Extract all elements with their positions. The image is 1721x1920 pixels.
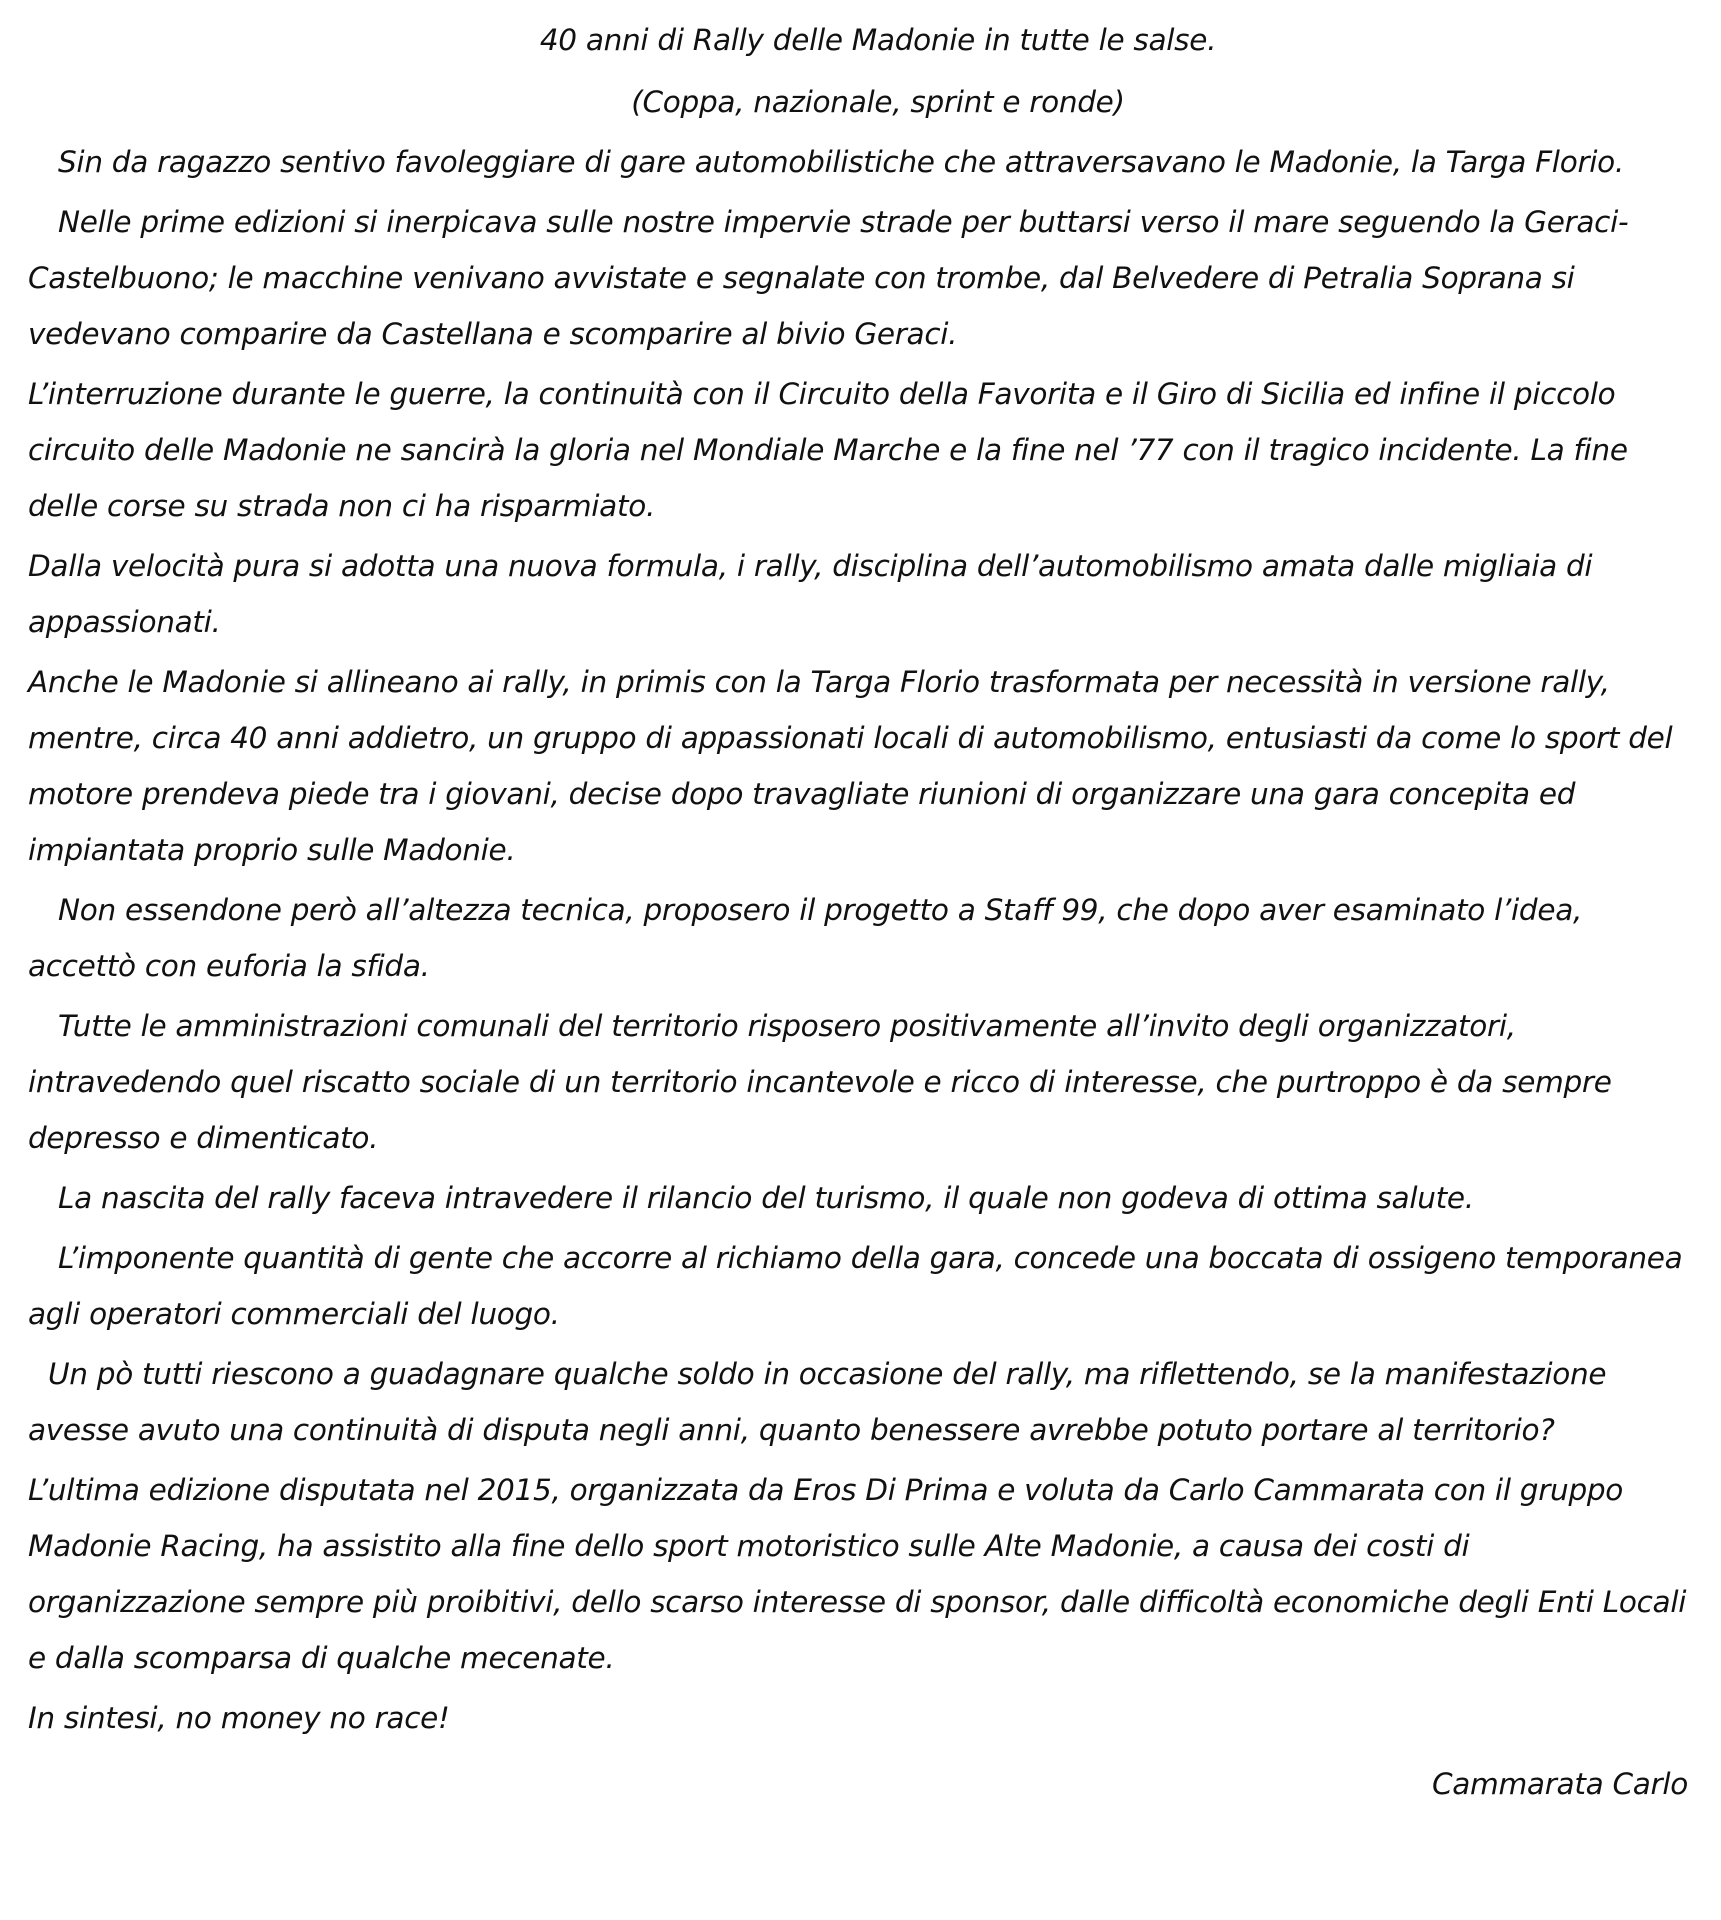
signature: Cammarata Carlo — [1431, 1767, 1688, 1801]
paragraph-11: L’ultima edizione disputata nel 2015, organizzata da Eros Di Prima e voluta da Carlo Cammarata con il gruppo Madonie Racing, ha assistito alla fine dello sport motoristico sulle Alte Madonie, a causa dei costi di organizzazione sempre più proibitivi, dello scarso interesse di sponsor, dalle difficoltà economiche degli Enti Locali e dalla scomparsa di qualche mecenate. — [28, 1473, 1687, 1675]
paragraph-8: La nascita del rally faceva intravedere il rilancio del turismo, il quale non godeva di ottima salute. — [58, 1181, 1474, 1215]
paragraph-3: L’interruzione durante le guerre, la continuità con il Circuito della Favorita e il Giro di Sicilia ed infine il piccolo circuito delle Madonie ne sancirà la gloria nel Mondiale Marche e la fine nel ’77 con il tragico incidente. La fine delle corse su strada non ci ha risparmiato. — [28, 377, 1628, 523]
paragraph-7: Tutte le amministrazioni comunali del territorio risposero positivamente all’invito degli organizzatori, intravedendo quel riscatto sociale di un territorio incantevole e ricco di interesse, che purtroppo è da sempre depresso e dimenticato. — [28, 1009, 1612, 1155]
paragraph-2: Nelle prime edizioni si inerpicava sulle nostre impervie strade per buttarsi verso il mare seguendo la Geraci-Castelbuono; le macchine venivano avvistate e segnalate con trombe, dal Belvedere di Petralia Soprana si vedevano comparire da Castellana e scomparire al bivio Geraci. — [28, 205, 1629, 351]
paragraph-6: Non essendone però all’altezza tecnica, proposero il progetto a Staff 99, che dopo aver esaminato l’idea, accettò con euforia la sfida. — [28, 893, 1583, 983]
paragraph-9: L’imponente quantità di gente che accorre al richiamo della gara, concede una boccata di ossigeno temporanea agli operatori commerciali del luogo. — [28, 1241, 1683, 1331]
document-subtitle: (Coppa, nazionale, sprint e ronde) — [631, 85, 1125, 119]
document-page — [28, 12, 1688, 1812]
paragraph-5: Anche le Madonie si allineano ai rally, in primis con la Targa Florio trasformata per necessità in versione rally, mentre, circa 40 anni addietro, un gruppo di appassionati locali di automobilismo, entusiasti da come lo sport del motore prendeva piede tra i giovani, decise dopo travagliate riunioni di organizzare una gara concepita ed impiantata proprio sulle Madonie. — [28, 665, 1673, 867]
paragraph-10: Un pò tutti riescono a guadagnare qualche soldo in occasione del rally, ma riflettendo, se la manifestazione avesse avuto una continuità di disputa negli anni, quanto benessere avrebbe potuto portare al territorio? — [28, 1357, 1607, 1447]
paragraph-1: Sin da ragazzo sentivo favoleggiare di gare automobilistiche che attraversavano le Madonie, la Targa Florio. — [58, 145, 1625, 179]
paragraph-4: Dalla velocità pura si adotta una nuova formula, i rally, disciplina dell’automobilismo amata dalle migliaia di appassionati. — [28, 549, 1593, 639]
paragraph-12: In sintesi, no money no race! — [28, 1701, 450, 1735]
document-title: 40 anni di Rally delle Madonie in tutte le salse. — [539, 23, 1217, 57]
